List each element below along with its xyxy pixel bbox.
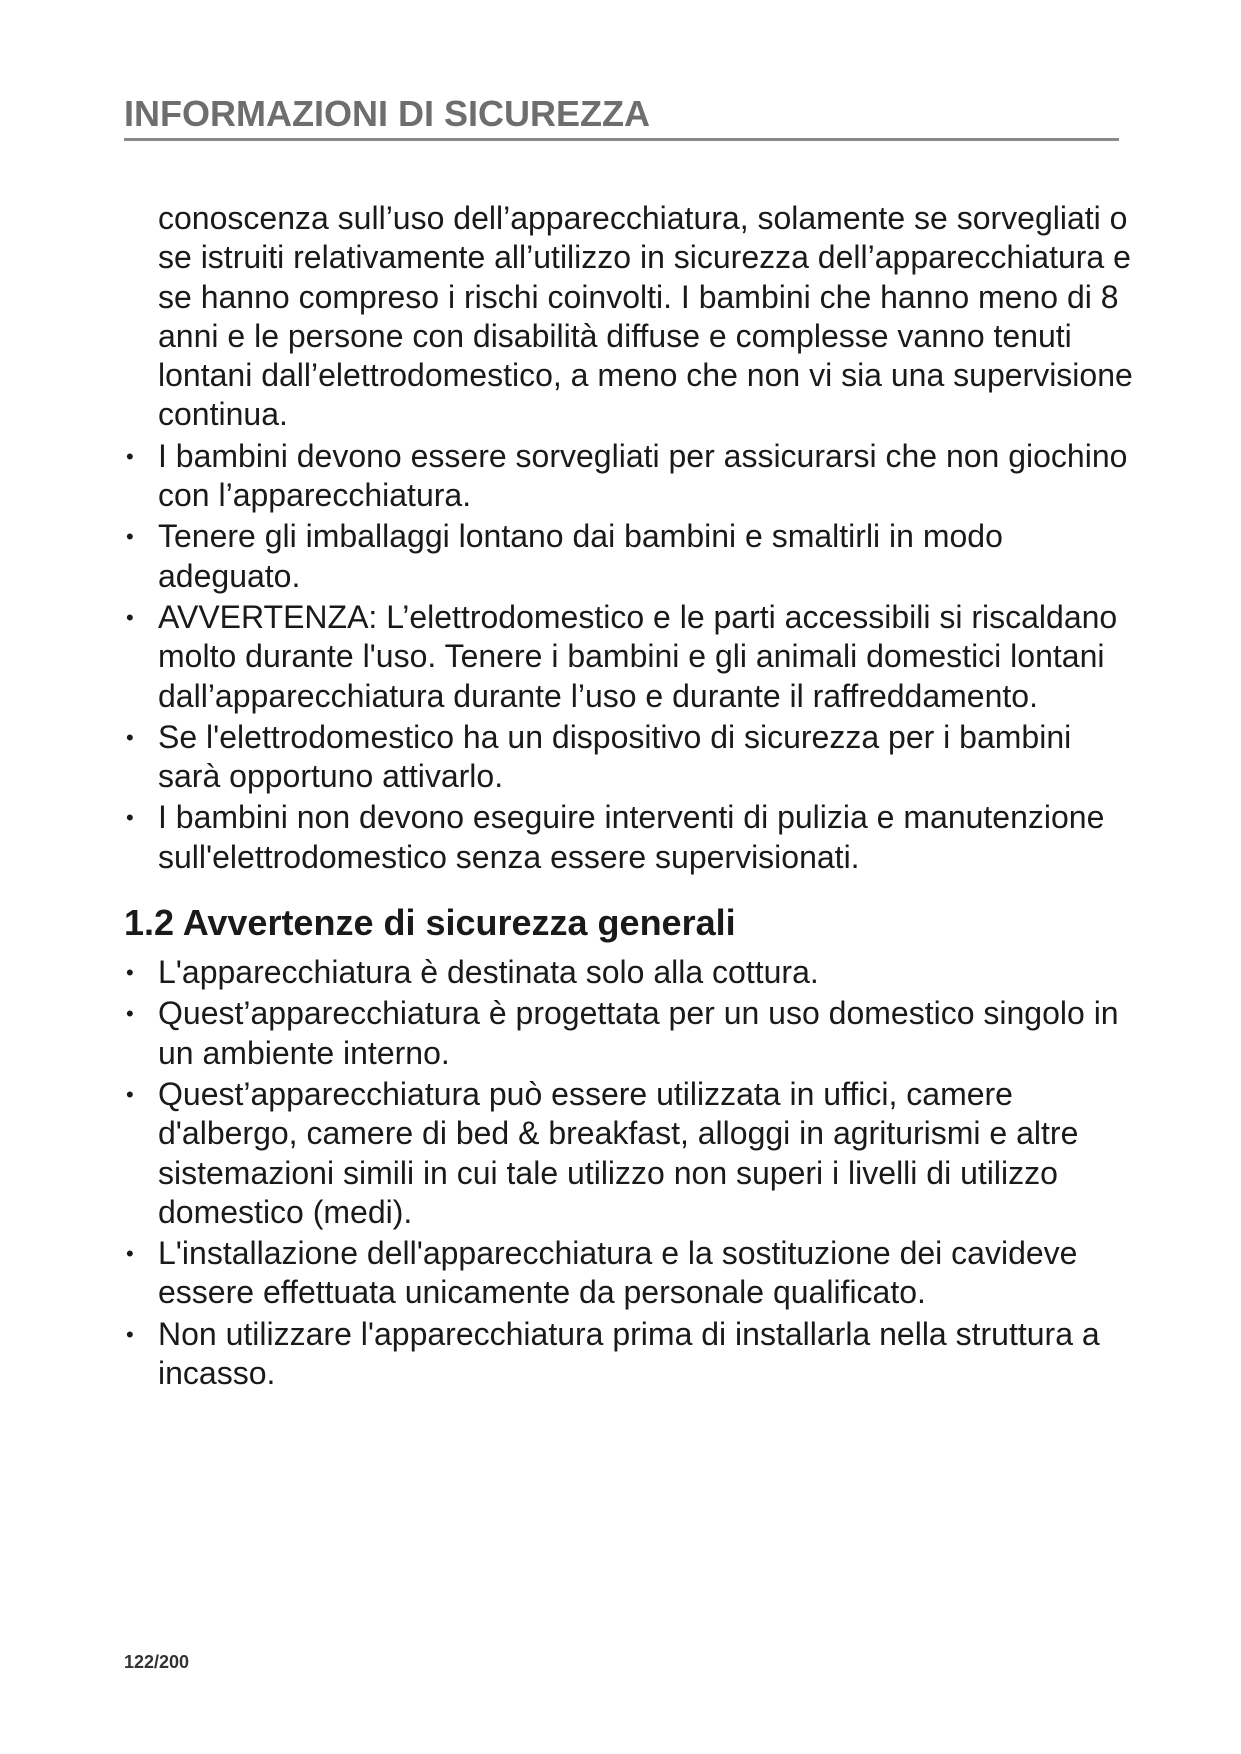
header-title: INFORMAZIONI DI SICUREZZA [124,93,650,134]
list-item-text: AVVERTENZA: L’elettrodomestico e le parti accessibili si riscaldano molto durante l'uso. Tenere i bambini e gli animali domestici lontani dall’apparecchiatura durante l’uso e durante il raffreddamento. [158,598,1118,714]
list-item-text: Non utilizzare l'apparecchiatura prima di installarla nella struttura a incasso. [158,1315,1100,1392]
section-heading: 1.2 Avvertenze di sicurezza generali [124,902,736,944]
bullet-icon: • [126,604,134,630]
list-item [124,517,1134,596]
page-content [124,199,1134,1393]
list-item [124,994,1134,1073]
list-item-text: I bambini devono essere sorvegliati per assicurarsi che non giochino con l’apparecchiatura. [158,437,1128,514]
list-item [124,598,1134,716]
bullet-icon: • [126,805,134,831]
list-item [124,1315,1134,1394]
list-item [124,437,1134,516]
list-item-text: Quest’apparecchiatura è progettata per un uso domestico singolo in un ambiente interno. [158,995,1119,1071]
list-item-text: Quest’apparecchiatura può essere utilizzata in uffici, camere d'albergo, camere di bed & breakfast, alloggi in agriturismi e altre sistemazioni simili in cui tale utilizzo non superi i livelli di utilizzo domestico (medi). [158,1075,1079,1230]
list-item [124,953,1134,992]
list-item [124,1234,1134,1313]
bullet-icon: • [126,1081,134,1107]
list-item [124,718,1134,797]
list-item-text: Tenere gli imballaggi lontano dai bambini e smaltirli in modo adeguato. [158,518,1003,594]
bullet-icon: • [126,1241,134,1267]
list-item [124,1075,1134,1232]
continuation-paragraph: conoscenza sull’uso dell’apparecchiatura, solamente se sorvegliati o se istruiti relativamente all’utilizzo in sicurezza dell’apparecchiatura e se hanno compreso i rischi coinvolti. I bambini che hanno meno di 8 anni e le persone con disabilità diffuse e complesse vanno tenuti lontani dall’elettrodomestico, a meno che non vi sia una supervisione continua. [158,200,1133,433]
bullet-icon: • [126,1001,134,1027]
bullet-list-general [124,953,1134,1393]
list-item-text: I bambini non devono eseguire interventi di pulizia e manutenzione sull'elettrodomestico senza essere supervisionati. [158,799,1105,875]
page-header [124,94,1119,141]
page-number: 122/200 [124,1652,190,1672]
bullet-icon: • [126,724,134,750]
list-item-text: L'installazione dell'apparecchiatura e la sostituzione dei cavideve essere effettuata unicamente da personale qualificato. [158,1235,1078,1311]
bullet-list-children [124,437,1134,877]
list-item [124,798,1134,877]
list-item-text: L'apparecchiatura è destinata solo alla cottura. [158,954,819,991]
bullet-icon: • [126,1321,134,1347]
list-item-text: Se l'elettrodomestico ha un dispositivo di sicurezza per i bambini sarà opportuno attivarlo. [158,718,1072,795]
bullet-icon: • [126,960,134,986]
bullet-icon: • [126,443,134,469]
bullet-icon: • [126,524,134,550]
